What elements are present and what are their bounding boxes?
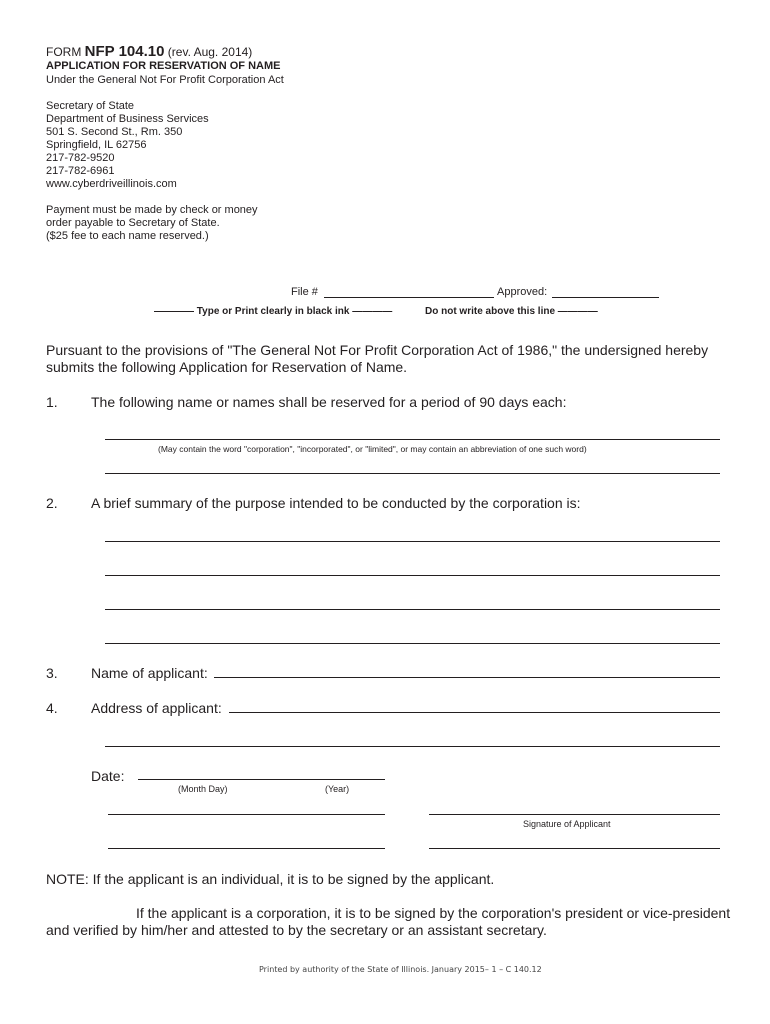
payment-line: Payment must be made by check or money <box>46 204 258 216</box>
reserved-name-field[interactable] <box>105 473 720 474</box>
purpose-field[interactable] <box>105 609 720 610</box>
signature-field[interactable] <box>429 814 720 815</box>
note-individual: NOTE: If the applicant is an individual, it is to be signed by the applicant. <box>46 871 495 887</box>
signature-label: Signature of Applicant <box>523 819 611 829</box>
reserved-name-note: (May contain the word "corporation", "incorporated", or "limited", or may contain an abbreviation of one such word) <box>158 444 587 454</box>
item-3-number: 3. <box>46 665 58 681</box>
purpose-field[interactable] <box>105 575 720 576</box>
blank-line[interactable] <box>108 814 385 815</box>
intro-line: Pursuant to the provisions of "The General Not For Profit Corporation Act of 1986," the undersigned hereby <box>46 342 709 358</box>
intro-line: submits the following Application for Reservation of Name. <box>46 359 408 375</box>
form-number: NFP 104.10 <box>84 43 165 60</box>
applicant-address-field[interactable] <box>229 712 720 713</box>
website-line: www.cyberdriveillinois.com <box>46 178 177 190</box>
item-1-number: 1. <box>46 394 58 410</box>
payment-line: order payable to Secretary of State. <box>46 217 220 229</box>
print-instruction: ———— Type or Print clearly in black ink ———— <box>154 306 393 317</box>
reserved-name-field[interactable] <box>105 439 720 440</box>
item-2-text: A brief summary of the purpose intended to be conducted by the corporation is: <box>91 495 581 511</box>
phone-line: 217-782-9520 <box>46 152 115 164</box>
item-1-text: The following name or names shall be reserved for a period of 90 days each: <box>91 394 567 410</box>
address-line: Springfield, IL 62756 <box>46 139 147 151</box>
address-line: 501 S. Second St., Rm. 350 <box>46 126 183 138</box>
form-title: APPLICATION FOR RESERVATION OF NAME <box>46 60 281 72</box>
purpose-field[interactable] <box>105 541 720 542</box>
item-2-number: 2. <box>46 495 58 511</box>
office-use-instruction: Do not write above this line ———— <box>425 306 598 317</box>
approved-field <box>552 297 659 298</box>
footer-text: Printed by authority of the State of Illinois. January 2015– 1 – C 140.12 <box>259 965 542 974</box>
form-revision: (rev. Aug. 2014) <box>167 45 253 59</box>
date-label: Date: <box>91 768 125 784</box>
applicant-address-field[interactable] <box>105 746 720 747</box>
file-number-field <box>324 297 494 298</box>
applicant-name-field[interactable] <box>214 677 720 678</box>
purpose-field[interactable] <box>105 643 720 644</box>
form-subtitle: Under the General Not For Profit Corporation Act <box>46 74 284 86</box>
address-line: Secretary of State <box>46 100 135 112</box>
date-month-day-hint: (Month Day) <box>178 784 228 794</box>
form-label: FORM <box>46 45 82 59</box>
note-corporation-cont: and verified by him/her and attested to by the secretary or an assistant secretary. <box>46 922 547 938</box>
printed-name-field[interactable] <box>429 848 720 849</box>
approved-label: Approved: <box>497 286 548 298</box>
form-number-line <box>46 43 252 60</box>
item-3-text: Name of applicant: <box>91 665 208 681</box>
address-line: Department of Business Services <box>46 113 209 125</box>
phone-line: 217-782-6961 <box>46 165 115 177</box>
file-number-label: File # <box>291 286 318 298</box>
item-4-text: Address of applicant: <box>91 700 222 716</box>
item-4-number: 4. <box>46 700 58 716</box>
payment-line: ($25 fee to each name reserved.) <box>46 230 209 242</box>
blank-line[interactable] <box>108 848 385 849</box>
note-corporation: If the applicant is a corporation, it is to be signed by the corporation's president or vice-president <box>136 905 731 921</box>
date-year-hint: (Year) <box>325 784 350 794</box>
date-field[interactable] <box>138 779 385 780</box>
